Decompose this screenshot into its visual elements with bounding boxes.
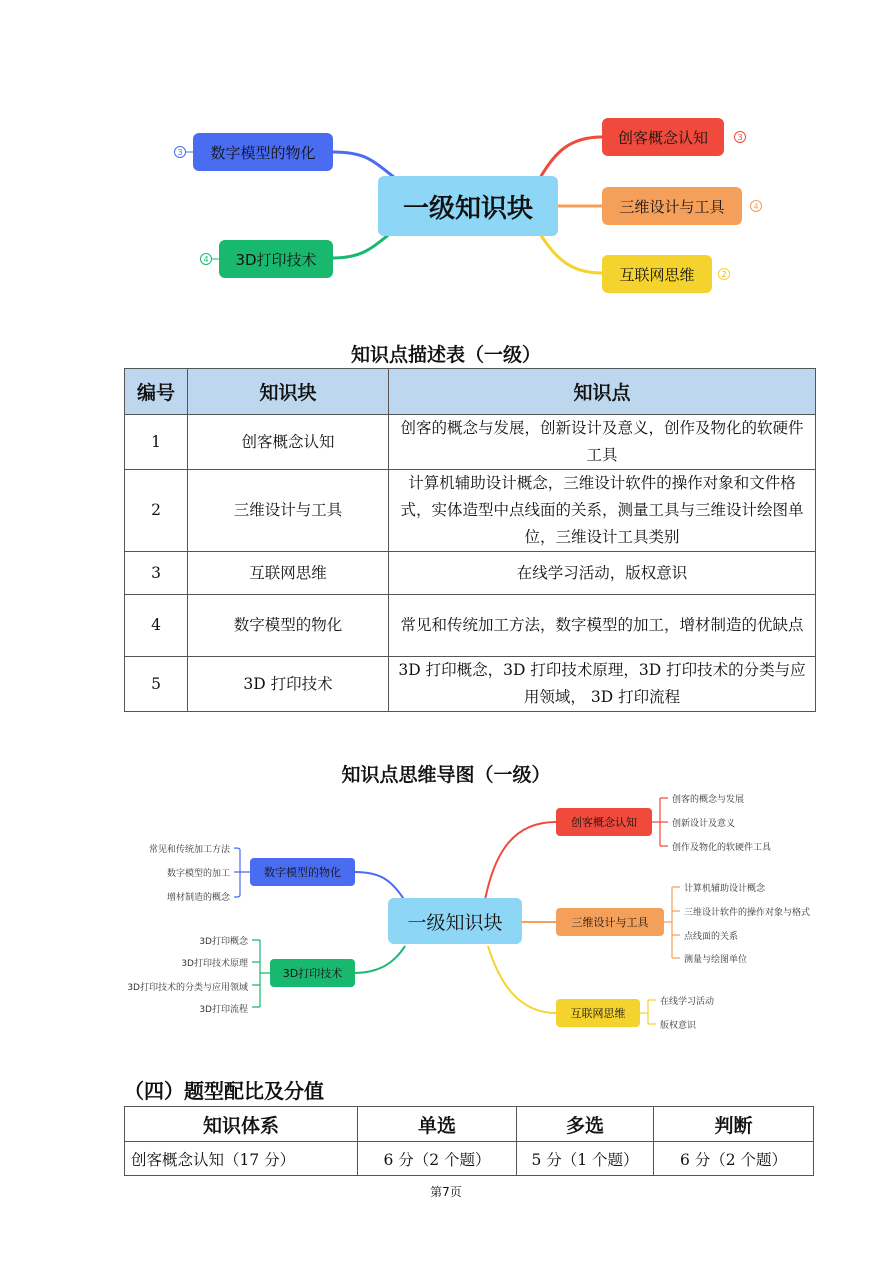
cell-multi: 5 分（1 个题） (517, 1142, 654, 1176)
cell-block: 3D 打印技术 (188, 657, 389, 712)
cell-number: 5 (125, 657, 188, 712)
cell-points: 在线学习活动，版权意识 (389, 552, 816, 595)
mindmap2-title: 知识点思维导图（一级） (341, 764, 551, 786)
table-row (125, 1142, 814, 1176)
branch-maker-concept: 创客概念认知 (556, 808, 652, 836)
section4-heading: （四）题型配比及分值 (124, 1079, 324, 1103)
node-3d-printing: 3D打印技术 (219, 240, 333, 278)
leaf-item: 创新设计及意义 (672, 819, 736, 829)
leaf-item: 增材制造的概念 (166, 893, 230, 903)
branch-internet: 互联网思维 (556, 999, 640, 1027)
leaf-item: 测量与绘图单位 (684, 955, 748, 965)
leaf-item: 3D打印流程 (199, 1005, 248, 1015)
count-badge-3d-design: 4 (750, 200, 762, 212)
leaf-item: 版权意识 (660, 1021, 697, 1031)
count-badge-maker: 3 (734, 131, 746, 143)
cell-block: 创客概念认知 (188, 415, 389, 470)
table1-title: 知识点描述表（一级） (350, 344, 541, 366)
cell-number: 1 (125, 415, 188, 470)
leaf-item: 创作及物化的软硬件工具 (672, 843, 772, 853)
connector-red (540, 137, 602, 178)
table-row (125, 552, 816, 595)
leaf-item: 在线学习活动 (660, 997, 715, 1007)
knowledge-table (124, 368, 816, 712)
header-block: 知识块 (188, 369, 389, 415)
count-badge-digital-model: 3 (174, 146, 186, 158)
header-number: 编号 (125, 369, 188, 415)
table-row (125, 657, 816, 712)
leaf-item: 点线面的关系 (684, 932, 739, 942)
header-judge: 判断 (654, 1107, 814, 1142)
leaf-item: 创客的概念与发展 (672, 795, 745, 805)
leaf-item: 常见和传统加工方法 (148, 845, 230, 855)
cell-system: 创客概念认知（17 分） (125, 1142, 358, 1176)
cell-number: 2 (125, 470, 188, 552)
connector-blue (333, 152, 395, 178)
branch-digital-model: 数字模型的物化 (250, 858, 355, 886)
cell-points: 3D 打印概念，3D 打印技术原理，3D 打印技术的分类与应用领域， 3D 打印流程 (389, 657, 816, 712)
leaf-item: 计算机辅助设计概念 (684, 884, 766, 894)
cell-single: 6 分（2 个题） (358, 1142, 517, 1176)
cell-points: 创客的概念与发展，创新设计及意义，创作及物化的软硬件工具 (389, 415, 816, 470)
cell-number: 4 (125, 595, 188, 657)
count-badge-3d-printing: 4 (200, 253, 212, 265)
score-header-row (125, 1107, 814, 1142)
cell-block: 数字模型的物化 (188, 595, 389, 657)
header-multi: 多选 (517, 1107, 654, 1142)
leaf-item: 3D打印技术原理 (181, 959, 248, 969)
node-3d-design: 三维设计与工具 (602, 187, 742, 225)
table-row (125, 470, 816, 552)
cell-judge: 6 分（2 个题） (654, 1142, 814, 1176)
leaf-item: 数字模型的加工 (166, 869, 230, 879)
cell-block: 三维设计与工具 (188, 470, 389, 552)
header-system: 知识体系 (125, 1107, 358, 1142)
cell-block: 互联网思维 (188, 552, 389, 595)
count-badge-internet: 2 (718, 268, 730, 280)
score-table (124, 1106, 814, 1176)
table-row (125, 415, 816, 470)
branch-3d-printing: 3D打印技术 (270, 959, 355, 987)
header-single: 单选 (358, 1107, 517, 1142)
leaf-item: 3D打印概念 (199, 937, 248, 947)
connector-yellow (540, 234, 602, 273)
cell-points: 计算机辅助设计概念，三维设计软件的操作对象和文件格式，实体造型中点线面的关系，测量工具与三维设计绘图单位，三维设计工具类别 (389, 470, 816, 552)
mindmap-top-connectors (0, 0, 892, 320)
leaf-item: 3D打印技术的分类与应用领域 (127, 983, 248, 993)
branch-3d-design: 三维设计与工具 (556, 908, 664, 936)
table-row (125, 595, 816, 657)
cell-points: 常见和传统加工方法，数字模型的加工，增材制造的优缺点 (389, 595, 816, 657)
page-number: 第7页 (430, 1185, 462, 1199)
header-points: 知识点 (389, 369, 816, 415)
center-node: 一级知识块 (378, 176, 558, 236)
cell-number: 3 (125, 552, 188, 595)
node-maker-concept: 创客概念认知 (602, 118, 724, 156)
node-internet-thinking: 互联网思维 (602, 255, 712, 293)
center-node-detailed: 一级知识块 (388, 898, 522, 944)
leaf-item: 三维设计软件的操作对象与格式 (684, 908, 811, 918)
node-digital-model: 数字模型的物化 (193, 133, 333, 171)
table-header-row (125, 369, 816, 415)
